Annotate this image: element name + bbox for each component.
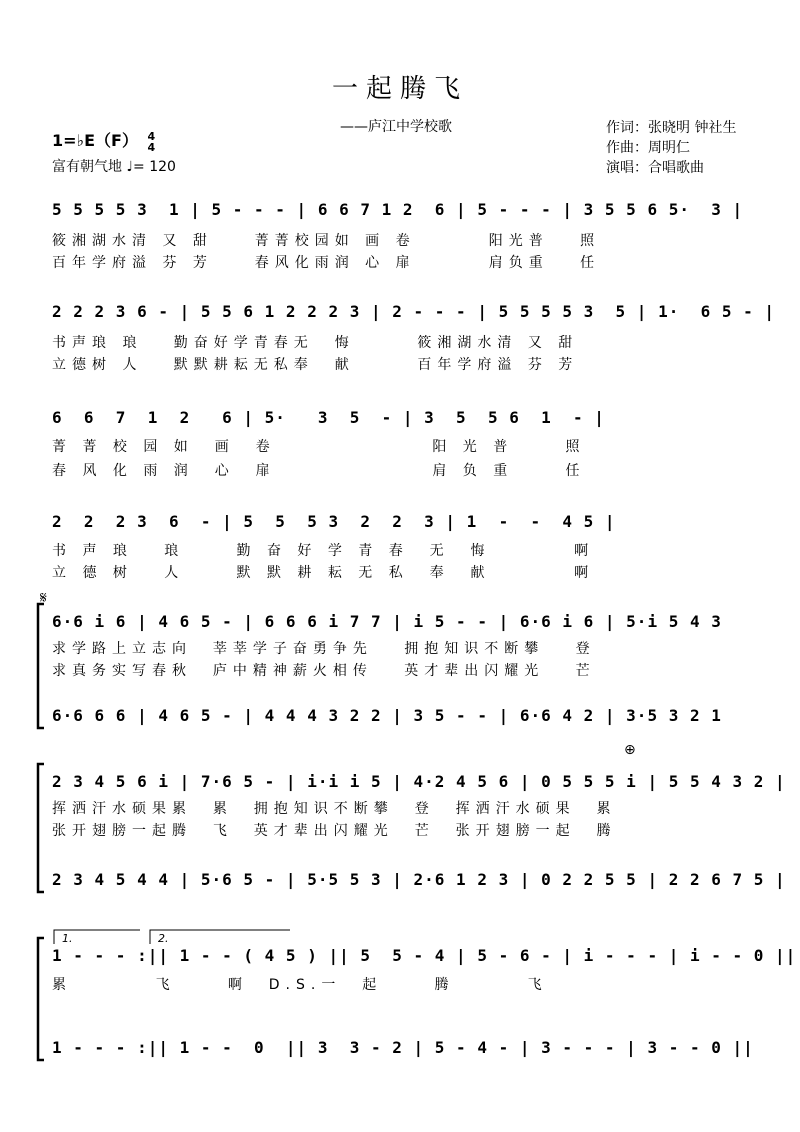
composer: 作曲：周明仁	[606, 140, 690, 156]
meter-bottom: 4	[147, 140, 156, 154]
lyric-line: 书声琅 琅 勤奋好学青春无 悔 筱湘湖水清 又 甜	[52, 335, 579, 351]
lyric-line: 立 德 树 人 默 默 耕 耘 无 私 奉 献 啊	[52, 565, 595, 581]
notes-row-lower: 6·6 6 6 | 4 6 5 - | 4 4 4 3 2 2 | 3 5 - - | 6·6 4 2 | 3·5 3 2 1	[52, 706, 722, 725]
lyric-line: 菁 菁 校 园 如 画 卷 阳 光 普 照	[52, 439, 586, 455]
meter-top: 4	[147, 129, 156, 143]
system-bracket	[38, 764, 44, 892]
lyric-line: 立德树 人 默默耕耘无私奉 献 百年学府溢 芬 芳	[52, 357, 579, 373]
lyric-line: 春 风 化 雨 润 心 扉 肩 负 重 任	[52, 463, 586, 479]
lyric-line: 百年学府溢 芬 芳 春风化雨润 心 扉 肩负重 任	[52, 255, 601, 271]
key-text: 1=♭E（F）	[52, 131, 138, 150]
notes-row-upper: 2 3 4 5 6 i | 7·6 5 - | i·i i 5 | 4·2 4 5 6 | 0 5 5 5 i | 5 5 4 3 2 |	[52, 772, 786, 791]
tempo-marking: 富有朝气地 ♩= 120	[52, 159, 176, 175]
system-bracket	[38, 604, 44, 728]
notes-row-lower: 1 - - - :|| 1 - - 0 || 3 3 - 2 | 5 - 4 - | 3 - - - | 3 - - 0 ||	[52, 1038, 754, 1057]
lyric-line: 挥洒汗水硕果累 累 拥抱知识不断攀 登 挥洒汗水硕果 累	[52, 801, 617, 817]
volta-2: 2.	[158, 932, 169, 945]
song-title: 一起腾飞	[331, 74, 468, 104]
system-bracket	[38, 938, 44, 1060]
notes-row-upper: 1 - - - :|| 1 - - ( 4 5 ) || 5 5 - 4 | 5 - 6 - | i - - - | i - - 0 ||	[52, 946, 797, 965]
notes-row-lower: 2 3 4 5 4 4 | 5·6 5 - | 5·5 5 3 | 2·6 1 2 3 | 0 2 2 5 5 | 2 2 6 7 5 |	[52, 870, 786, 889]
song-subtitle: ——庐江中学校歌	[340, 119, 452, 135]
lyric-line: 累 飞 啊 D.S.一 起 腾 飞	[52, 977, 548, 993]
lyric-line: 求学路上立志向 莘莘学子奋勇争先 拥抱知识不断攀 登	[52, 641, 596, 657]
lyric-line: 张开翅膀一起腾 飞 英才辈出闪耀光 芒 张开翅膀一起 腾	[52, 823, 617, 839]
notes-row-upper: 6·6 i 6 | 4 6 5 - | 6 6 6 i 7 7 | i 5 - - | 6·6 i 6 | 5·i 5 4 3	[52, 612, 722, 631]
volta-1: 1.	[62, 932, 73, 945]
volta-bracket	[54, 930, 140, 944]
volta-bracket	[150, 930, 290, 944]
lyric-line: 书 声 琅 琅 勤 奋 好 学 青 春 无 悔 啊	[52, 543, 595, 559]
notes-row: 6 6 7 1 2 6 | 5· 3 5 - | 3 5 5 6 1 - |	[52, 408, 605, 427]
performer: 演唱：合唱歌曲	[606, 160, 704, 176]
notes-row: 5 5 5 5 3 1 | 5 - - - | 6 6 7 1 2 6 | 5 - - - | 3 5 5 6 5· 3 |	[52, 200, 744, 219]
lyric-line: 筱湘湖水清 又 甜 菁菁校园如 画 卷 阳光普 照	[52, 233, 601, 249]
notes-row: 2 2 2 3 6 - | 5 5 6 1 2 2 2 3 | 2 - - - | 5 5 5 5 3 5 | 1· 6 5 - |	[52, 302, 776, 321]
segno-sign: 𝄋	[40, 588, 47, 607]
lyricist: 作词：张晓明 钟社生	[606, 120, 737, 136]
coda-sign: ⊕	[624, 742, 636, 758]
notes-row: 2 2 2 3 6 - | 5 5 5 3 2 2 3 | 1 - - 4 5 |	[52, 512, 616, 531]
lyric-line: 求真务实写春秋 庐中精神薪火相传 英才辈出闪耀光 芒	[52, 663, 596, 679]
